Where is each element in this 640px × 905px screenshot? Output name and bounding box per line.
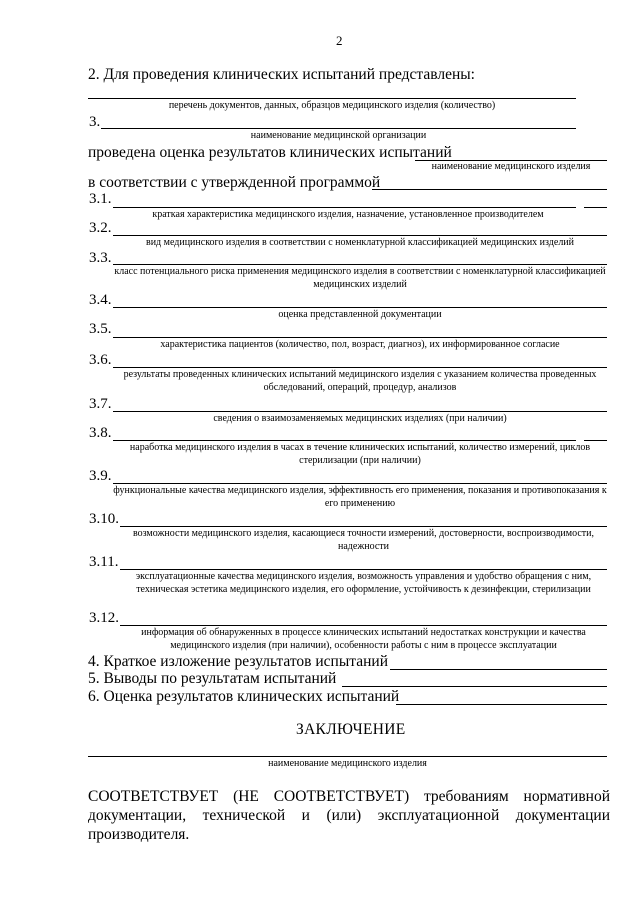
conclusion-text: СООТВЕТСТВУЕТ (НЕ СООТВЕТСТВУЕТ) требованиям нормативной документации, технической и (или) эксплуатационной документации производителя. — [88, 788, 610, 843]
section-2-text: 2. Для проведения клинических испытаний представлены: — [88, 66, 475, 83]
item-3-1-caption: краткая характеристика медицинского изделия, назначение, установленное производителем — [152, 209, 544, 220]
fill-line — [390, 669, 607, 670]
item-3-5-number: 3.5. — [89, 321, 112, 337]
fill-line — [584, 207, 607, 208]
fill-line — [342, 686, 607, 687]
item-3-2-number: 3.2. — [89, 220, 112, 236]
fill-line — [113, 235, 607, 236]
item-3-3-caption: класс потенциального риска применения медицинского изделия в соответствии с номенклатурной классификацией медицинских изделий — [114, 266, 606, 290]
section-3-org-caption: наименование медицинской организации — [250, 130, 427, 141]
fill-line — [88, 756, 607, 757]
item-3-7-number: 3.7. — [89, 396, 112, 412]
fill-line — [113, 367, 607, 368]
item-3-6-caption: результаты проведенных клинических испытаний медицинского изделия с указанием количества проведенных обследований, операций, процедур, анализов — [123, 369, 597, 393]
fill-line — [372, 189, 607, 190]
fill-line — [120, 569, 607, 570]
item-3-2-caption: вид медицинского изделия в соответствии с номенклатурной классификацией медицинских изделий — [145, 237, 575, 248]
fill-line — [101, 128, 576, 129]
item-3-9-caption: функциональные качества медицинского изделия, эффективность его применения, показания и противопоказания к его применению — [113, 485, 607, 509]
fill-line — [120, 526, 607, 527]
section-3-device-caption: наименование медицинского изделия — [431, 161, 591, 172]
item-3-11-number: 3.11. — [89, 554, 119, 570]
conclusion-caption: наименование медицинского изделия — [268, 758, 427, 769]
item-3-12-caption: информация об обнаруженных в процессе клинических испытаний недостатках конструкции и качества медицинского изделия (при наличии), особенности работы с ним в процессе эксплуатации — [141, 627, 586, 651]
item-3-8-caption: наработка медицинского изделия в часах в течение клинических испытаний, количество измерений, циклов стерилизации (при наличии) — [129, 442, 591, 466]
section-2-caption: перечень документов, данных, образцов медицинского изделия (количество) — [168, 100, 496, 111]
section-4-text: 4. Краткое изложение результатов испытаний — [88, 653, 388, 670]
fill-line — [584, 440, 607, 441]
fill-line — [113, 207, 576, 208]
item-3-10-caption: возможности медицинского изделия, касающиеся точности измерений, достоверности, воспроизводимости, надежности — [132, 528, 595, 552]
item-3-6-number: 3.6. — [89, 352, 112, 368]
page-number: 2 — [336, 33, 343, 48]
item-3-12-number: 3.12. — [89, 610, 119, 626]
fill-line — [396, 704, 607, 705]
fill-line — [113, 337, 607, 338]
item-3-8-number: 3.8. — [89, 425, 112, 441]
item-3-11-caption: эксплуатационные качества медицинского изделия, возможность управления и удобство обращения с ним, техническая эстетика медицинского изделия, его оформление, устойчивость к дезинфекции, стерилизации — [135, 571, 592, 595]
section-3-program-text: в соответствии с утвержденной программой — [88, 174, 381, 191]
item-3-1-number: 3.1. — [89, 191, 112, 207]
item-3-10-number: 3.10. — [89, 511, 119, 527]
section-3-number: 3. — [89, 114, 101, 130]
section-3-eval-text: проведена оценка результатов клинических испытаний — [88, 144, 452, 161]
item-3-3-number: 3.3. — [89, 250, 112, 266]
fill-line — [113, 307, 607, 308]
item-3-9-number: 3.9. — [89, 468, 112, 484]
fill-line — [113, 411, 607, 412]
fill-line — [113, 264, 607, 265]
fill-line — [88, 98, 576, 99]
item-3-4-caption: оценка представленной документации — [278, 309, 442, 320]
fill-line — [113, 483, 607, 484]
fill-line — [120, 625, 607, 626]
item-3-4-number: 3.4. — [89, 292, 112, 308]
conclusion-title: ЗАКЛЮЧЕНИЕ — [296, 721, 406, 738]
fill-line — [113, 440, 576, 441]
section-6-text: 6. Оценка результатов клинических испытаний — [88, 688, 400, 705]
item-3-5-caption: характеристика пациентов (количество, пол, возраст, диагноз), их информированное согласие — [160, 339, 560, 350]
item-3-7-caption: сведения о взаимозаменяемых медицинских изделиях (при наличии) — [213, 413, 507, 424]
section-5-text: 5. Выводы по результатам испытаний — [88, 670, 337, 687]
